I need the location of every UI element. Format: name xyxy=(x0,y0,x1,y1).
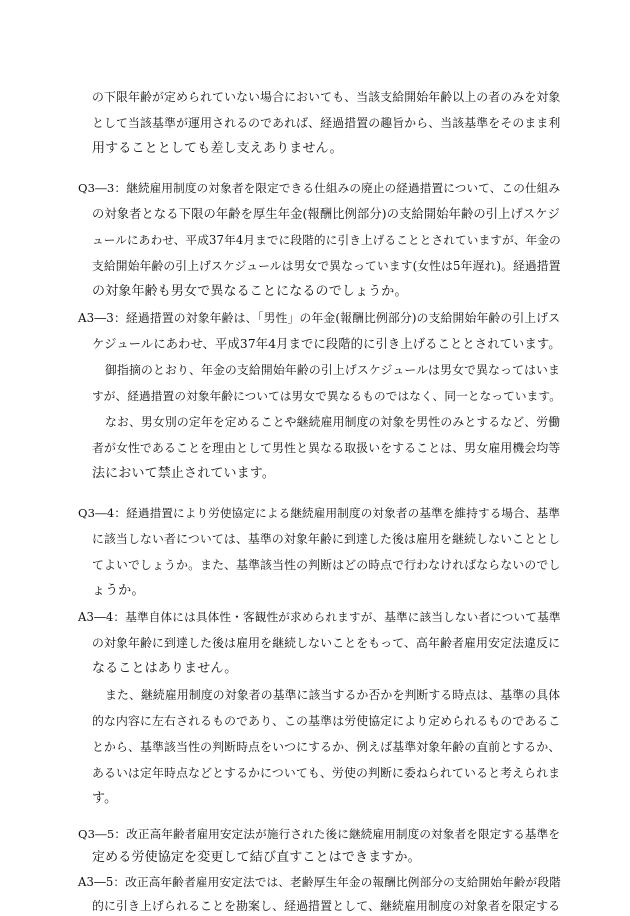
text-line: てよいでしょうか。また、基準該当性の判断はどの時点で行わなければならないのでし xyxy=(92,558,561,572)
text-line: ュールにあわせ、平成37年4月までに段階的に引き上げることとされていますが、年金の xyxy=(92,233,561,247)
text-line: とから、基準該当性の判断時点をいつにするか、例えば基準対象年齢の直前とするか、 xyxy=(92,740,561,754)
text-line: の対象年齢に到達した後は雇用を継続しないことをもって、高年齢者雇用安定法違反に xyxy=(92,636,561,650)
text-line: として当該基準が運用されるのであれば、経過措置の趣旨から、当該基準をそのまま利 xyxy=(92,116,561,130)
text-line: なお、男女別の定年を定めることや継続雇用制度の対象を男性のみとするなど、労働 xyxy=(105,415,561,429)
text-line: 定める労使協定を変更して結び直すことはできますか。 xyxy=(92,850,421,865)
text-line: なることはありません。 xyxy=(92,661,238,676)
text-line: の対象者となる下限の年齢を厚生年金(報酬比例部分)の支給開始年齢の引上げスケジ xyxy=(92,207,560,221)
text-line: また、継続雇用制度の対象者の基準に該当するか否かを判断する時点は、基準の具体 xyxy=(105,688,561,702)
text-line: 的な内容に左右されるものであり、この基準は労使協定により定められるものであるこ xyxy=(92,714,561,728)
text-line: の対象年齢も男女で異なることになるのでしょうか。 xyxy=(92,284,408,299)
question-heading: Q3―5：改正高年齢者雇用安定法が施行された後に継続雇用制度の対象者を限定する基準を xyxy=(78,827,561,841)
text-line: の下限年齢が定められていない場合においても、当該支給開始年齢以上の者のみを対象 xyxy=(92,90,561,104)
text-line: 的に引き上げられることを勘案し、経過措置として、継続雇用制度の対象者を限定する xyxy=(92,899,561,913)
text-line: に該当しない者については、基準の対象年齢に到達した後は雇用を継続しないこととし xyxy=(92,532,561,546)
text-line: ょうか。 xyxy=(92,583,145,598)
answer-heading: A3―4：基準自体には具体性・客観性が求められますが、基準に該当しない者について基準 xyxy=(78,610,561,624)
text-line: 用することとしても差し支えありません。 xyxy=(92,141,343,156)
text-line: 支給開始年齢の引上げスケジュールは男女で異なっています(女性は5年遅れ)。経過措置 xyxy=(92,259,561,273)
answer-heading: A3―3：経過措置の対象年齢は、「男性」の年金(報酬比例部分)の支給開始年齢の引上げス xyxy=(78,311,561,325)
question-heading: Q3―3：継続雇用制度の対象者を限定できる仕組みの廃止の経過措置について、この仕組み xyxy=(78,181,561,195)
text-line: 御指摘のとおり、年金の支給開始年齢の引上げスケジュールは男女で異なってはいま xyxy=(105,363,561,377)
question-heading: Q3―4：経過措置により労使協定による継続雇用制度の対象者の基準を維持する場合、基準 xyxy=(78,506,561,520)
text-line: すが、経過措置の対象年齢については男女で異なるものではなく、同一となっています。 xyxy=(92,389,561,403)
text-line: す。 xyxy=(92,791,118,806)
answer-heading: A3―5：改正高年齢者雇用安定法では、老齢厚生年金の報酬比例部分の支給開始年齢が段階 xyxy=(78,875,561,889)
text-line: 法において禁止されています。 xyxy=(92,466,276,481)
text-line: あるいは定年時点などとするかについても、労使の判断に委ねられていると考えられま xyxy=(92,766,561,780)
text-line: ケジュールにあわせ、平成37年4月までに段階的に引き上げることとされています。 xyxy=(92,337,561,351)
text-line: 者が女性であることを理由として男性と異なる取扱いをすることは、男女雇用機会均等 xyxy=(92,441,561,455)
